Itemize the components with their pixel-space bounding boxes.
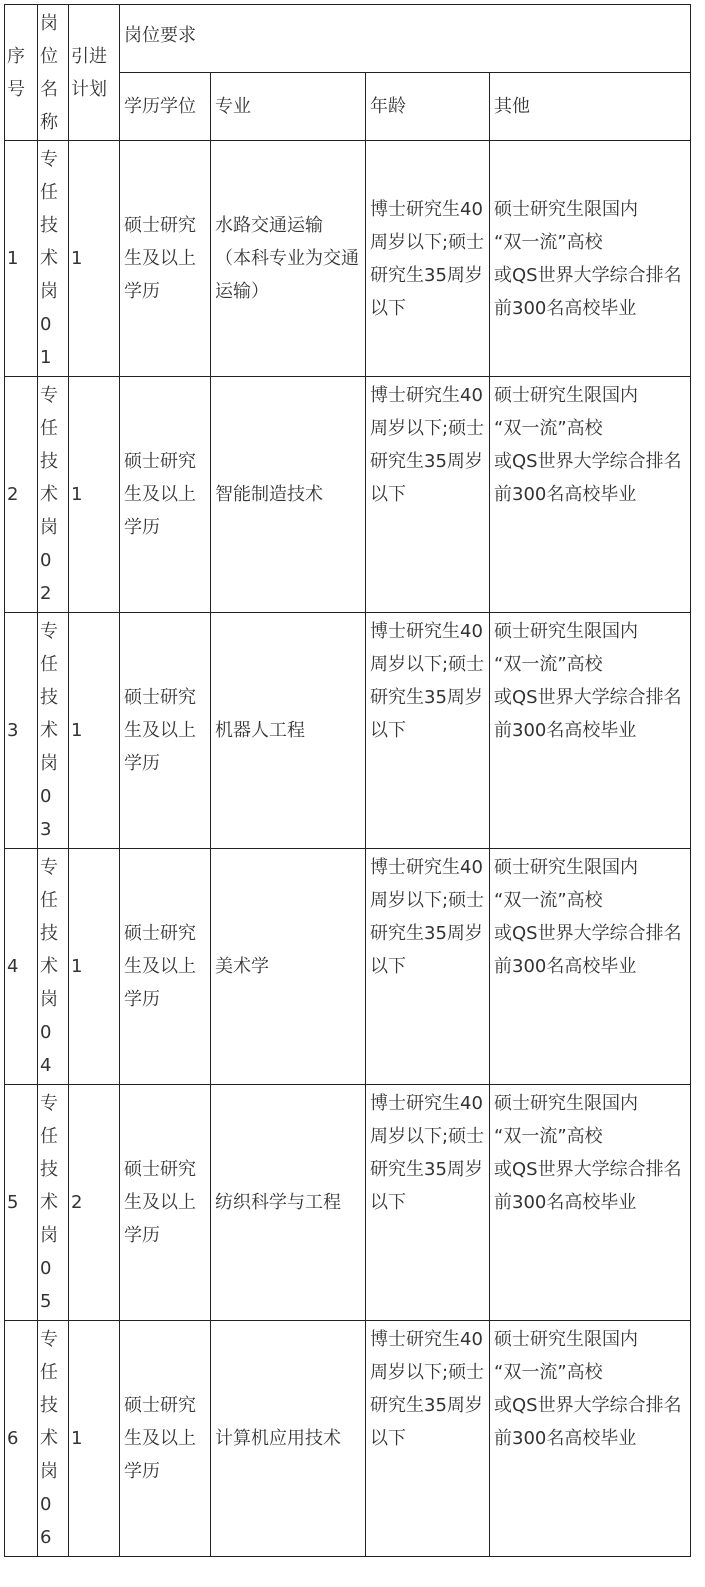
header-other: 其他 <box>490 73 691 141</box>
cell-major: 机器人工程 <box>211 613 366 849</box>
header-seq: 序 号 <box>5 5 38 141</box>
cell-post: 专 任 技 术 岗 0 2 <box>38 377 69 613</box>
cell-post: 专 任 技 术 岗 0 6 <box>38 1321 69 1557</box>
cell-seq: 6 <box>5 1321 38 1557</box>
cell-education: 硕士研究 生及以上 学历 <box>120 613 211 849</box>
cell-seq: 5 <box>5 1085 38 1321</box>
cell-plan: 1 <box>69 377 120 613</box>
cell-seq: 3 <box>5 613 38 849</box>
table-row <box>5 141 691 377</box>
cell-major: 智能制造技术 <box>211 377 366 613</box>
cell-seq: 1 <box>5 141 38 377</box>
header-requirements: 岗位要求 <box>120 5 691 73</box>
header-post-name: 岗 位 名 称 <box>38 5 69 141</box>
cell-other: 硕士研究生限国内 “双一流”高校 或QS世界大学综合排名 前300名高校毕业 <box>490 613 691 849</box>
cell-major: 美术学 <box>211 849 366 1085</box>
cell-age: 博士研究生40 周岁以下;硕士 研究生35周岁 以下 <box>366 377 490 613</box>
cell-other: 硕士研究生限国内 “双一流”高校 或QS世界大学综合排名 前300名高校毕业 <box>490 849 691 1085</box>
cell-seq: 2 <box>5 377 38 613</box>
cell-age: 博士研究生40 周岁以下;硕士 研究生35周岁 以下 <box>366 1321 490 1557</box>
cell-post: 专 任 技 术 岗 0 5 <box>38 1085 69 1321</box>
cell-other: 硕士研究生限国内 “双一流”高校 或QS世界大学综合排名 前300名高校毕业 <box>490 377 691 613</box>
header-education: 学历学位 <box>120 73 211 141</box>
recruitment-table <box>4 4 691 1557</box>
cell-age: 博士研究生40 周岁以下;硕士 研究生35周岁 以下 <box>366 613 490 849</box>
cell-education: 硕士研究 生及以上 学历 <box>120 1321 211 1557</box>
cell-education: 硕士研究 生及以上 学历 <box>120 1085 211 1321</box>
cell-seq: 4 <box>5 849 38 1085</box>
cell-education: 硕士研究 生及以上 学历 <box>120 377 211 613</box>
table-row <box>5 613 691 849</box>
table-row <box>5 1085 691 1321</box>
table-row <box>5 377 691 613</box>
table-row <box>5 849 691 1085</box>
cell-major: 计算机应用技术 <box>211 1321 366 1557</box>
header-plan: 引进 计划 <box>69 5 120 141</box>
header-age: 年龄 <box>366 73 490 141</box>
cell-plan: 1 <box>69 141 120 377</box>
cell-other: 硕士研究生限国内 “双一流”高校 或QS世界大学综合排名 前300名高校毕业 <box>490 1085 691 1321</box>
cell-age: 博士研究生40 周岁以下;硕士 研究生35周岁 以下 <box>366 141 490 377</box>
cell-education: 硕士研究 生及以上 学历 <box>120 141 211 377</box>
cell-other: 硕士研究生限国内 “双一流”高校 或QS世界大学综合排名 前300名高校毕业 <box>490 1321 691 1557</box>
table-row <box>5 1321 691 1557</box>
cell-post: 专 任 技 术 岗 0 3 <box>38 613 69 849</box>
cell-major: 纺织科学与工程 <box>211 1085 366 1321</box>
cell-age: 博士研究生40 周岁以下;硕士 研究生35周岁 以下 <box>366 1085 490 1321</box>
cell-plan: 1 <box>69 849 120 1085</box>
header-major: 专业 <box>211 73 366 141</box>
cell-education: 硕士研究 生及以上 学历 <box>120 849 211 1085</box>
cell-plan: 1 <box>69 1321 120 1557</box>
cell-other: 硕士研究生限国内 “双一流”高校 或QS世界大学综合排名 前300名高校毕业 <box>490 141 691 377</box>
cell-post: 专 任 技 术 岗 0 4 <box>38 849 69 1085</box>
cell-plan: 1 <box>69 613 120 849</box>
cell-major: 水路交通运输 （本科专业为交通 运输） <box>211 141 366 377</box>
cell-post: 专 任 技 术 岗 0 1 <box>38 141 69 377</box>
cell-plan: 2 <box>69 1085 120 1321</box>
cell-age: 博士研究生40 周岁以下;硕士 研究生35周岁 以下 <box>366 849 490 1085</box>
